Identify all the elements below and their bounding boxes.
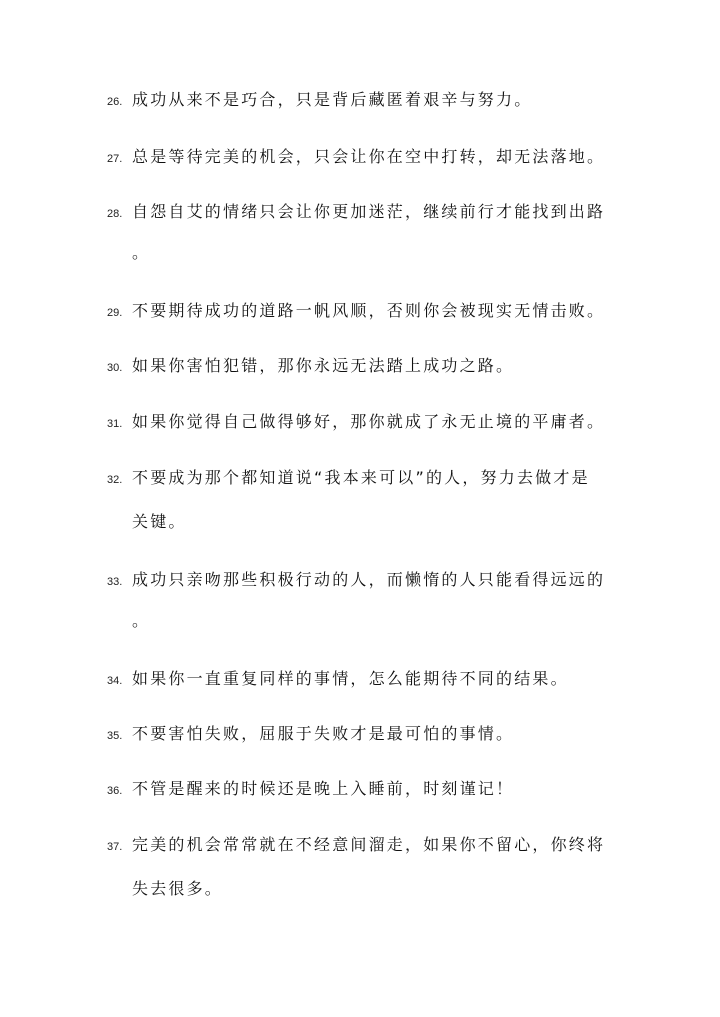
item-text: 不管是醒来的时候还是晚上入睡前，时刻谨记！ <box>132 779 515 798</box>
item-line <box>107 238 622 268</box>
list-item-continuation <box>107 238 622 268</box>
item-number: 26. <box>107 96 123 108</box>
item-text: 关键。 <box>132 512 187 531</box>
list-item <box>107 407 622 437</box>
item-text: 总是等待完美的机会，只会让你在空中打转，却无法落地。 <box>132 147 606 166</box>
item-number: 28. <box>107 208 123 220</box>
item-line <box>107 142 622 172</box>
item-number: 36. <box>107 785 123 797</box>
list-item <box>107 565 622 595</box>
item-line <box>107 719 622 749</box>
item-text: 不要期待成功的道路一帆风顺，否则你会被现实无情击败。 <box>132 301 606 320</box>
item-line <box>107 507 622 537</box>
item-text: 不要成为那个都知道说“我本来可以”的人，努力去做才是 <box>132 468 590 487</box>
item-line <box>107 197 622 227</box>
item-text: 。 <box>132 243 151 262</box>
item-text: 完美的机会常常就在不经意间溜走，如果你不留心，你终将 <box>132 835 606 854</box>
item-number: 27. <box>107 153 123 165</box>
list-item <box>107 142 622 172</box>
list-item <box>107 719 622 749</box>
item-text: 如果你害怕犯错，那你永远无法踏上成功之路。 <box>132 356 515 375</box>
item-number: 32. <box>107 474 123 486</box>
item-text: 失去很多。 <box>132 879 224 898</box>
item-number: 31. <box>107 418 123 430</box>
item-line <box>107 830 622 860</box>
item-line <box>107 565 622 595</box>
list-item-continuation <box>107 874 622 904</box>
item-line <box>107 351 622 381</box>
item-text: 自怨自艾的情绪只会让你更加迷茫，继续前行才能找到出路 <box>132 202 606 221</box>
item-line <box>107 874 622 904</box>
item-line <box>107 407 622 437</box>
list-item <box>107 830 622 860</box>
item-text: 如果你觉得自己做得够好，那你就成了永无止境的平庸者。 <box>132 412 606 431</box>
list-item <box>107 197 622 227</box>
item-number: 33. <box>107 576 123 588</box>
list-item <box>107 351 622 381</box>
item-line <box>107 664 622 694</box>
item-number: 29. <box>107 307 123 319</box>
list-item <box>107 774 622 804</box>
item-text: 。 <box>132 611 151 630</box>
item-line <box>107 606 622 636</box>
item-text: 如果你一直重复同样的事情，怎么能期待不同的结果。 <box>132 669 569 688</box>
item-number: 34. <box>107 675 123 687</box>
item-line <box>107 774 622 804</box>
list-item <box>107 463 622 493</box>
item-number: 37. <box>107 841 123 853</box>
item-number: 30. <box>107 362 123 374</box>
list-item-continuation <box>107 507 622 537</box>
item-number: 35. <box>107 730 123 742</box>
list-item <box>107 85 622 115</box>
item-text: 不要害怕失败，屈服于失败才是最可怕的事情。 <box>132 724 515 743</box>
item-line <box>107 296 622 326</box>
item-text: 成功只亲吻那些积极行动的人，而懒惰的人只能看得远远的 <box>132 570 606 589</box>
list-item-continuation <box>107 606 622 636</box>
item-line <box>107 463 622 493</box>
item-text: 成功从来不是巧合，只是背后藏匿着艰辛与努力。 <box>132 90 533 109</box>
item-line <box>107 85 622 115</box>
list-item <box>107 296 622 326</box>
list-item <box>107 664 622 694</box>
